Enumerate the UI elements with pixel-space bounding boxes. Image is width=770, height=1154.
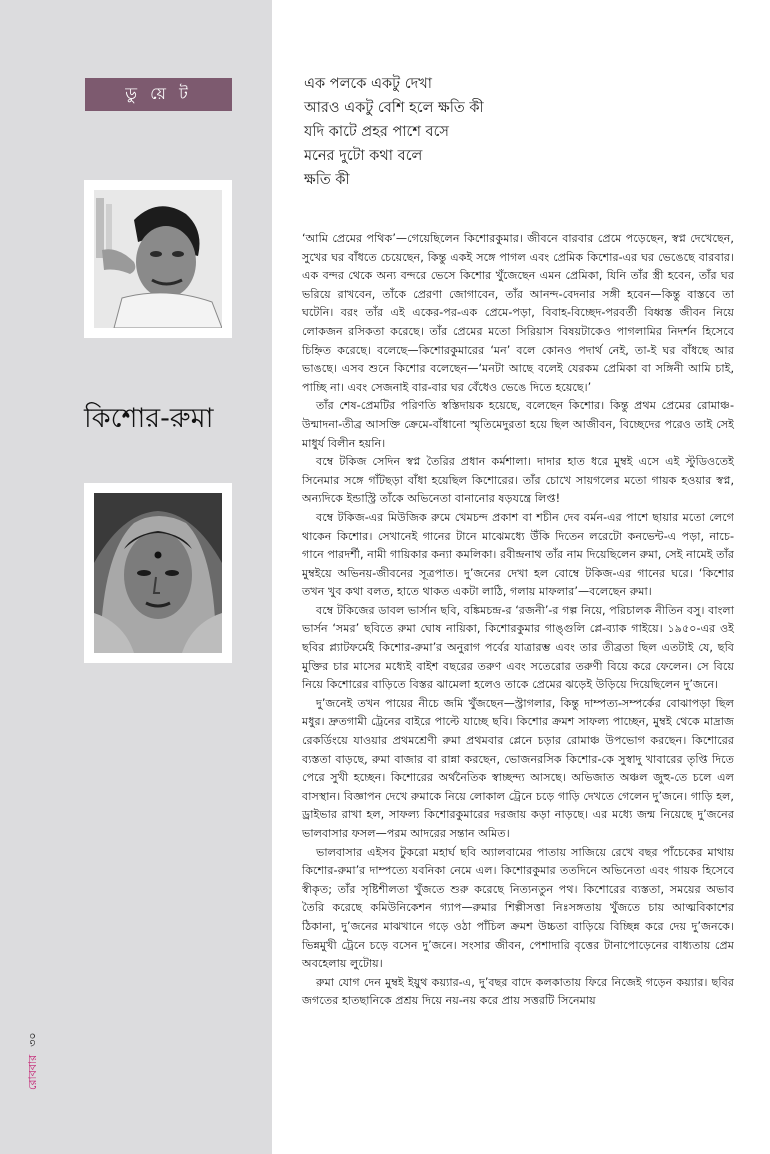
article-paragraph: বম্বে টকিজ-এর মিউজিক রুমে খেমচন্দ প্রকাশ বা শচীন দেব বর্মন-এর পাশে ছায়ার মতো লেগে থাকেন কিশোর। সেখানেই গানের টানে মাঝেমধ্যে উঁকি দিতেন লরেটো কনভেন্ট-এ পড়া, নাচে-গানে পারদর্শী, নামী গায়িকার কন্যা কমলিকা। রবীন্দ্রনাথ তাঁর নাম দিয়েছিলেন রুমা, সেই নামেই তাঁর মুম্বইয়ে অভিনয়-জীবনের সূত্রপাত। দু’জনের দেখা হল বোম্বে টকিজ-এর গানের ঘরে। ‘কিশোর তখন খুব কথা বলত, হাতে থাকত একটা লাঠি, গলায় মাফলার’—বলেছেন রুমা।: [302, 510, 734, 599]
article-paragraph: ভালবাসার এইসব টুকরো মহার্ঘ ছবি অ্যালবামের পাতায় সাজিয়ে রেখে বছর পাঁচেকের মাথায় কিশোর-রুমা’র দাম্পত্যে যবনিকা নেমে এল। কিশোরকুমার ততদিনে অভিনেতা এবং গায়ক হিসেবে স্বীকৃত; তাঁর সৃষ্টিশীলতা খুঁজতে শুরু করেছে নিত্যনতুন পথ। কিশোরের ব্যস্ততা, সময়ের অভাব তৈরি করেছে কমিউনিকেশন গ্যাপ—রুমার শিল্পীসত্তা নিঃসঙ্গতায় খুঁজতে চায় আত্মবিকাশের ঠিকানা, দু’জনের মাঝখানে গড়ে ওঠা পাঁচিল ক্রমশ উচ্চতা বাড়িয়ে বিচ্ছিন্ন করে দেয় দু’জনকে। ভিন্নমুখী ট্রেনে চড়ে বসেন দু’জনে। সংসার জীবন, পেশাদারি বৃত্তের টানাপোড়েনের বাধ্যতায় প্রেম অবহেলায় লুটোয়।: [302, 845, 734, 971]
lyric-line: এক পলকে একটু দেখা: [304, 76, 432, 92]
lyric-line: ক্ষতি কী: [304, 172, 350, 188]
ruma-ghosh-photo: [84, 483, 232, 663]
article-paragraph: তাঁর শেষ-প্রেমটির পরিণতি স্বস্তিদায়ক হয়েছে, বলেছেন কিশোর। কিন্তু প্রথম প্রেমের রোমাঞ্চ-উন্মাদনা-তীব্র আসক্তি ক্রেমে-বাঁধানো স্মৃতিমেদুরতা হয়ে ছিল আজীবন, বিচ্ছেদের পরেও তাই সেই মাধুর্য বিলীন হয়নি।: [302, 399, 734, 450]
page-folio: [24, 1032, 43, 1090]
page-number: ৩০: [26, 1032, 39, 1047]
feature-title: কিশোর-রুমা: [84, 403, 214, 434]
article-paragraph: দু’জনেই তখন পায়ের নীচে জমি খুঁজছেন—স্ট্রাগলার, কিন্তু দাম্পত্য-সম্পর্কের বোঝাপড়া ছিল মধুর। দ্রুতগামী ট্রেনের বাইরে পাল্টে যাচ্ছে ছবি। কিশোর ক্রমশ সাফল্য পাচ্ছেন, মুম্বই থেকে মাদ্রাজ রেকর্ডিংয়ে যাওয়ার প্রথমশ্রেণী রুমা প্রথমবার প্লেনে চড়ার রোমাঞ্চ উপভোগ করছেন। কিশোরের ব্যস্ততা বাড়ছে, রুমা বাজার বা রান্না করছেন, ভোজনরসিক কিশোর-কে সুস্বাদু খাবারের তৃপ্তি দিতে পেরে সুখী হচ্ছেন। কিশোরের অর্থনৈতিক স্বাচ্ছন্দ্য আসছে। অভিজাত অঞ্চল জুহু-তে চলে এল বাসস্থান। বিজ্ঞাপন দেখে রুমাকে নিয়ে লোকাল ট্রেনে চড়ে গাড়ি দেখতে গেলেন দু’জনে। গাড়ি হল, ড্রাইভার রাখা হল, সাফল্য কিশোরকুমারের দরজায় কড়া নাড়ছে। এর মধ্যে জন্ম নিয়েছে দু’জনের ভালবাসার ফসল—পরম আদরের সন্তান অমিত।: [302, 696, 734, 840]
magazine-name: রোববার: [26, 1054, 39, 1090]
article-paragraph: বম্বে টকিজের ডাবল ভার্সান ছবি, বঙ্কিমচন্দ্র-র ‘রজনী’-র গল্প নিয়ে, পরিচালক নীতিন বসু। বাংলা ভার্সন ‘সমর’ ছবিতে রুমা ঘোষ নায়িকা, কিশোরকুমার গাঙ্গুলি প্লে-ব্যাক গাইয়ে। ১৯৫০-এর ওই ছবির প্ল্যাটফর্মেই কিশোর-রুমা’র অনুরাগ পর্বের যাত্রারম্ভ এবং তার তীব্রতা ছিল এতটাই যে, ছবি মুক্তির চার মাসের মধ্যেই বাইশ বছরের তরুণ এবং সতেরোর তরুণী বিয়ে করে ফেলেন। সে বিয়ে নিয়ে কিশোরের বাড়িতে বিস্তর ঝামেলা হলেও তাকে প্রেমের ঝড়েই উড়িয়ে দিয়েছিলেন দু’জনে।: [302, 603, 734, 692]
article-paragraph: ‘আমি প্রেমের পথিক’—গেয়েছিলেন কিশোরকুমার। জীবনে বারবার প্রেমে পড়েছেন, স্বপ্ন দেখেছেন, সুখের ঘর বাঁধতে চেয়েছেন, কিন্তু একই সঙ্গে পাগল এবং প্রেমিক কিশোর-এর ঘর ভেঙেছে বারবার। এক বন্দর থেকে অন্য বন্দরে ভেসে কিশোর খুঁজেছেন এমন প্রেমিকা, যিনি তাঁর স্ত্রী হবেন, তাঁর ঘর ভরিয়ে রাখবেন, তাঁকে প্রেরণা জোগাবেন, তাঁর আনন্দ-বেদনার সঙ্গী হবেন—কিন্তু বাস্তবে তা ঘটেনি। বরং তাঁর এই একের-পর-এক প্রেমে-পড়া, বিবাহ-বিচ্ছেদ-পরবর্তী বিধ্বস্ত জীবন নিয়ে লোকজন রসিকতা করেছে। তাঁর প্রেমের মতো সিরিয়াস বিষয়টাকেও পাগলামির নিদর্শন হিসেবে চিহ্নিত করেছে। বলেছে—কিশোরকুমারের ‘মন’ বলে কোনও পদার্থ নেই, তা-ই ঘর বাঁধছে আর ভাঙছে। এসব শুনে কিশোর বলেছেন—‘মনটা আছে বলেই যেরকম প্রেমিকা বা সঙ্গিনী আমি চাই, পাচ্ছি না। এবং সেজনাই বার-বার ঘর বেঁধেও ভেঙে দিতে হয়েছে।’: [302, 232, 734, 394]
kishore-kumar-photo: [84, 180, 232, 338]
article-paragraph: রুমা যোগ দেন মুম্বই ইয়ুথ কয়্যার-এ, দু’বছর বাদে কলকাতায় ফিরে নিজেই গড়েন কয়্যার। ছবির জগতের হাতছানিকে প্রশ্রয় দিয়ে নয়-নয় করে প্রায় সত্তরটি সিনেমায়: [302, 975, 734, 1008]
lyric-line: যদি কাটে প্রহর পাশে বসে: [304, 124, 449, 140]
section-tag: ডু য়ে ট: [85, 78, 232, 111]
article-paragraph: বম্বে টকিজ সেদিন স্বপ্ন তৈরির প্রধান কর্মশালা। দাদার হাত ধরে মুম্বই এসে এই স্টুডিওতেই সিনেমার সঙ্গে গাঁটছড়া বাঁধা হয়েছিল কিশোরের। তাঁর চোখে সায়গলের মতো গায়ক হওয়ার স্বপ্ন, অন্যদিকে ইন্ডাস্ট্রি তাঁকে অভিনেতা বানানোর ষড়যন্ত্রে লিপ্ত!: [302, 455, 734, 506]
song-lyrics: [304, 72, 724, 192]
left-sidebar: [0, 0, 272, 1154]
lyric-line: আরও একটু বেশি হলে ক্ষতি কী: [304, 100, 484, 116]
lyric-line: মনের দুটো কথা বলে: [304, 148, 423, 164]
article-body: [302, 230, 734, 1011]
